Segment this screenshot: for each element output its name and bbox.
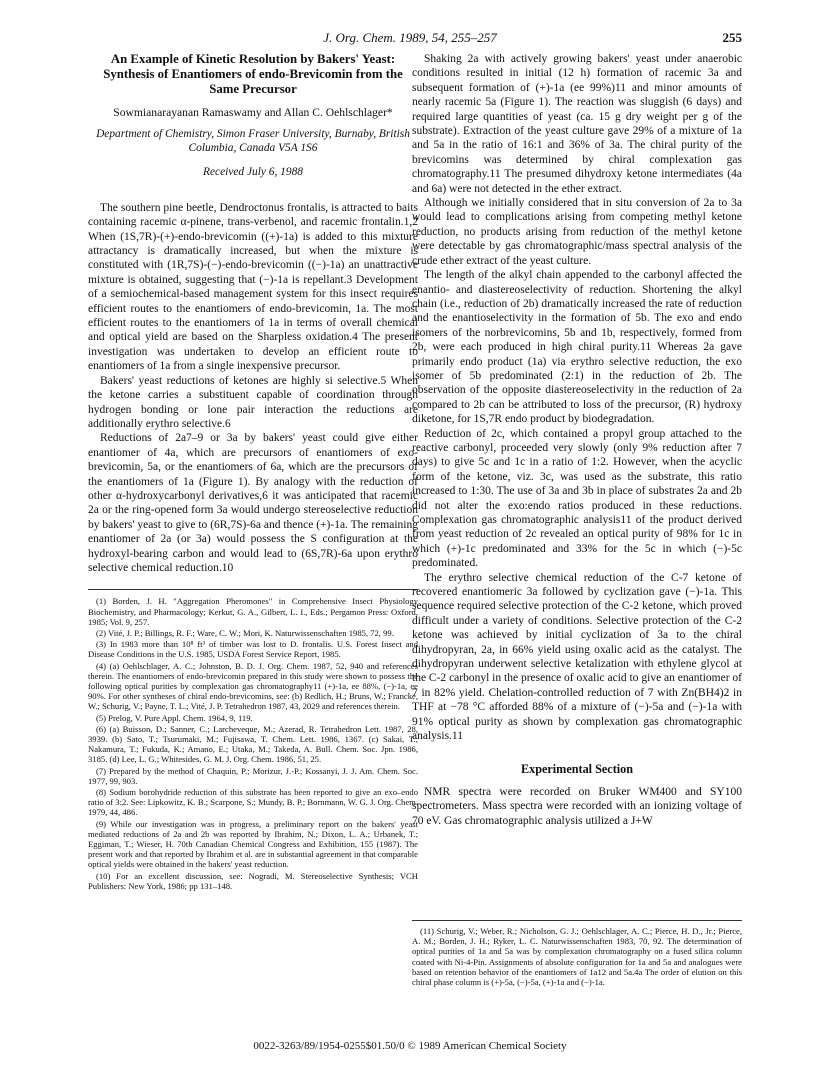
reference-item: (11) Schurig, V.; Weber, R.; Nicholson, G. J.; Oehlschlager, A. C.; Pierce, H. D., Jr.; Pierce, A. M.; Borden, J. H.; Ryker, L. C. Naturwissenschaften 1983, 70, 92. The determination of optical purities of 1a and 5a was by complexation chromatography on a fused silica column coated with Ni-4-Pin. Assignments of absolute configuration for 1a and 5a and analogues were based on retention behavior of the enantiomers of 1a12 and 5a.4a The order of elution on this chiral phase column is (+)-5a, (−)-5a, (+)-1a and (−)-1a. bbox=[412, 926, 742, 988]
journal-citation: J. Org. Chem. 1989, 54, 255–257 bbox=[323, 30, 497, 45]
experimental-paragraph: NMR spectra were recorded on Bruker WM400 and SY100 spectrometers. Mass spectra were recorded with an ionizing voltage of 70 eV. Gas chromatographic analysis utilized a J+W bbox=[412, 785, 742, 827]
reference-item: (10) For an excellent discussion, see: Nogradi, M. Stereoselective Synthesis; VCH Publishers: New York, 1986; pp 131–148. bbox=[88, 870, 418, 891]
left-column bbox=[88, 52, 418, 892]
reference-item: (8) Sodium borohydride reduction of this substrate has been reported to give an exo–endo ratio of 3:2. See: Lipkowitz, K. B.; Scarpone, S.; Mundy, B. P.; Bornmann, W. G. J. Org. Chem. 1979, 44, 486. bbox=[88, 787, 418, 818]
reference-list-right bbox=[412, 920, 742, 988]
page-number: 255 bbox=[722, 30, 742, 45]
body-paragraph: Reduction of 2c, which contained a propyl group attached to the reactive carbonyl, proceeded very slowly (only 9% reduction after 7 days) to give 5c and 1c in a ratio of 1:2. However, when the acyclic form of the ketone, viz. 3c, was used as the substrate, this ratio increased to 1:30. The use of 3a and 3b in place of substrates 2a and 2b did not alter the exo:endo ratios produced in these reductions. Complexation gas chromatographic analysis11 of the product derived from yeast reduction of 2c revealed an optical purity of 98% for 1c in which (+)-1c predominated and 33% for the 5c in which (−)-5c predominated. bbox=[412, 427, 742, 570]
body-paragraph: Reductions of 2a7–9 or 3a by bakers' yeast could give either enantiomer of 4a, which are precursors of enantiomers of exo-brevicomin, 5a, or the enantiomers of 6a, which are the precursors of the enantiomers of 1a (Figure 1). By analogy with the reduction of other α-hydroxycarbonyl derivatives,6 it was anticipated that racemic 2a or the ring-opened form 3a would undergo stereoselective reduction by bakers' yeast to give to (6R,7S)-6a and thence (+)-1a. The remaining enantiomer of 2a (or 3a) would possess the S configuration at the hydroxyl-bearing carbon and would lead to (6S,7R)-6a upon erythro selective chemical reduction.10 bbox=[88, 432, 418, 574]
body-paragraph: Shaking 2a with actively growing bakers' yeast under anaerobic conditions resulted in initial (12 h) formation of racemic 3a and subsequent formation of (+)-1a (ee 99%)11 and minor amounts of nearly racemic 5a (Figure 1). The reaction was sluggish (6 days) and required large quantities of yeast (ca. 15 g dry weight per g of the substrate). Extraction of the yeast culture gave 29% of a mixture of 1a and 5a in the ratio of 16:1 and 36% of 3a. The chiral purity of the brevicomins was determined by chiral complexation gas chromatography.11 The presumed dihydroxy ketone intermediates (4a and 6a) were not detected in the ether extract. bbox=[412, 53, 742, 195]
running-head bbox=[0, 30, 820, 46]
copyright-footer: 0022-3263/89/1954-0255$01.50/0 © 1989 American Chemical Society bbox=[253, 1040, 567, 1052]
body-paragraph: The erythro selective chemical reduction of the C-7 ketone of recovered enantiomeric 3a followed by cyclization gave (−)-1a. This sequence required selective protection of the C-2 ketone, which proved difficult under a variety of conditions. Selective protection of the C-2 ketone was achieved by initial cyclization of 3a to the chiral dihydropyran, 2a, in 66% yield using oxalic acid as the catalyst. The dihydropyran underwent selective ketalization with ethylene glycol at the C-2 carbonyl in the presence of oxalic acid to give an enantiomer of 7 in 82% yield. Chelation-controlled reduction of 7 with Zn(BH4)2 in THF at −78 °C afforded 88% of a mixture of (−)-5a and (−)-1a with 91% optical purity as shown by complexation gas chromatographic analysis.11 bbox=[412, 571, 742, 743]
section-heading: Experimental Section bbox=[520, 761, 634, 776]
right-column bbox=[412, 52, 742, 828]
reference-item: (1) Borden, J. H. "Aggregation Pheromones" in Comprehensive Insect Physiology Biochemistry, and Pharmacology; Kerkut, G. A., Gilbert, L. I., Eds.; Pergamon Press: Oxford, 1985; Vol. 9, 257. bbox=[88, 596, 418, 627]
received-date: Received July 6, 1988 bbox=[203, 166, 303, 179]
footnote-divider bbox=[88, 589, 418, 590]
article-title: An Example of Kinetic Resolution by Bakers' Yeast: Synthesis of Enantiomers of endo-Brevicomin from the Same Precursor bbox=[103, 52, 403, 96]
reference-item: (4) (a) Oehlschlager, A. C.; Johnston, B. D. J. Org. Chem. 1987, 52, 940 and references therein. The enantiomers of endo-brevicomin prepared in this study were shown to possess the following optical purities by complexation gas chromatography11 (+)-1a, ee 88%, (−)-1a, ee 90%. For other syntheses of chiral endo-brevicomins, see: (b) Redlich, H.; Bruns, W.; Francke, W.; Schurig, V.; Payne, T. L.; Vité, J. P. Tetrahedron 1987, 43, 2029 and references therein. bbox=[88, 660, 418, 712]
footnote-divider bbox=[412, 920, 742, 921]
body-paragraph: The length of the alkyl chain appended to the carbonyl affected the enantio- and diastereoselectivity of reduction. Shortening the alkyl chain (i.e., reduction of 2b) dramatically increased the rate of reduction and the enantioselectivity in the formation of 5b. The exo and endo isomers of the norbrevicomins, 5b and 1b, respectively, formed from 2b, were each produced in high chiral purity.11 Whereas 2a gave primarily endo product (1a) via erythro selective reduction, the exo isomer of 5b predominated (2:1) in the reduction of 2b. The observation of the opposite diastereoselectivity in the reduction of 2a compared to 2b can be attributed to loss of the precursor, (R) hydroxy diketone, for 1S,7R endo product by biodegradation. bbox=[412, 269, 742, 426]
reference-item: (3) In 1983 more than 10⁸ ft³ of timber was lost to D. frontalis. U.S. Forest Insect and Disease Conditions in the U.S. 1985, USDA Forest Service Report, 1985. bbox=[88, 639, 418, 660]
reference-item: (6) (a) Buisson, D.; Sanner, C.; Larcheveque, M.; Azerad, R. Tetrahedron Lett. 1987, 28, 3939. (b) Sato, T.; Tsurumaki, M.; Fujisawa, T. Chem. Lett. 1986, 1367. (c) Sakai, T.; Nakamura, T.; Fukuda, K.; Amano, E.; Utaka, M.; Takeda, A. Bull. Chem. Soc. Jpn. 1986, 3185. (d) Lee, L. G.; Whitesides, G. M. J. Org. Chem. 1986, 51, 25. bbox=[88, 723, 418, 765]
affiliation: Department of Chemistry, Simon Fraser University, Burnaby, British Columbia, Canada V5A 1S6 bbox=[96, 128, 410, 155]
body-paragraph: Bakers' yeast reductions of ketones are highly si selective.5 When the ketone carries a substituent capable of coordination through hydrogen bonding or lone pair interaction the reductions are additionally erythro selective.6 bbox=[88, 374, 418, 430]
reference-list-left bbox=[88, 596, 418, 891]
reference-item: (5) Prelog, V. Pure Appl. Chem. 1964, 9, 119. bbox=[96, 712, 253, 723]
reference-item: (7) Prepared by the method of Chaquin, P.; Morizur, J.-P.; Kossanyi, J. J. Am. Chem. Soc. 1977, 99, 903. bbox=[88, 765, 418, 786]
reference-item: (9) While our investigation was in progress, a preliminary report on the bakers' yeast mediated reductions of 2a and 2b was reported by Ibrahim, N.; Dixon, L. A.; Urbanek, T.; Eggiman, T.; Wieser, H. 70th Canadian Chemical Congress and Exhibition, 155 (1987). The present work and that reported by Ibrahim et al. are in substantial agreement in that comparable optical yields were obtained in the bakers' yeast reduction. bbox=[88, 818, 418, 870]
author-list: Sowmianarayanan Ramaswamy and Allan C. Oehlschlager* bbox=[113, 106, 393, 119]
body-paragraph: The southern pine beetle, Dendroctonus frontalis, is attracted to baits containing racemic α-pinene, trans-verbenol, and racemic frontalin.1,2 When (1S,7R)-(+)-endo-brevicomin ((+)-1a) is added to this mixture attractancy is dramatically increased, but when the mixture is constituted with (1R,7S)-(−)-endo-brevicomin ((−)-1a) an unattractive mixture is obtained, suggesting that (−)-1a is repellant.3 Development of a semiochemical-based management system for this insect requires efficient routes to the enantiomers of endo-brevicomin, 1a. The most efficient routes to the enantiomers of 1a in terms of overall chemical and optical yield are based on the Sharpless oxidation.4 The present investigation was undertaken to develop an efficient route to enantiomers of 1a from a single inexpensive precursor. bbox=[88, 201, 418, 373]
body-paragraph: Although we initially considered that in situ conversion of 2a to 3a would lead to complications arising from competing methyl ketone reduction, no products arising from reduction of the methyl ketone were detectable by gas chromatographic/mass spectral analysis of the crude ether extract of the yeast culture. bbox=[412, 197, 742, 267]
reference-item: (2) Vité, J. P.; Billings, R. F.; Ware, C. W.; Mori, K. Naturwissenschaften 1985, 72, 99. bbox=[96, 627, 394, 638]
